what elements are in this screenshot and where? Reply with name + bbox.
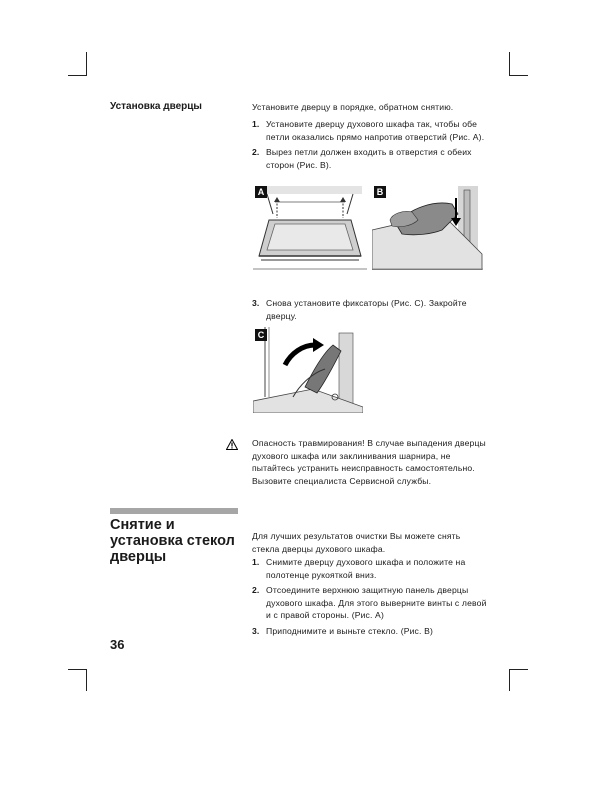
step-number: 2. [252, 585, 260, 596]
figure-label: A [255, 186, 267, 198]
crop-mark-top-right-v [509, 52, 510, 76]
step-text: Приподнимите и выньте стекло. (Рис. B) [266, 625, 433, 636]
glass-steps [252, 556, 492, 641]
title-line: дверцы [110, 549, 167, 565]
crop-mark-bottom-right-h [509, 669, 528, 670]
step-text: Снимите дверцу духового шкафа и положите на полотенце рукояткой вниз. [266, 557, 466, 580]
crop-mark-bottom-right-v [509, 669, 510, 691]
list-item [252, 297, 492, 322]
crop-mark-bottom-left-h [68, 669, 87, 670]
figure-a-illustration [253, 184, 367, 270]
figure-c-illustration [253, 327, 363, 413]
section2-intro: Для лучших результатов очистки Вы можете снять стекла дверцы духового шкафа. [252, 531, 461, 554]
step-number: 3. [252, 298, 260, 308]
section-divider-bar [110, 508, 238, 514]
figure-label: C [255, 329, 267, 341]
warning-triangle-icon [226, 437, 238, 448]
crop-mark-top-left-v [86, 52, 87, 76]
install-steps-1-2 [252, 118, 492, 174]
figure-c [253, 327, 363, 413]
warning-line: Вызовите специалиста Сервисной службы. [252, 475, 432, 486]
step-text: Отсоедините верхнюю защитную панель дверцы духового шкафа. Для этого выверните винты с левой и с правой стороны. (Рис. A) [266, 585, 487, 621]
page-number: 36 [110, 637, 125, 652]
step-number: 2. [252, 147, 260, 158]
figure-b [372, 184, 483, 270]
figure-b-illustration [372, 184, 483, 270]
warning-text [252, 437, 492, 487]
step-number: 1. [252, 119, 260, 129]
step-text: Установите дверцу духового шкафа так, чтобы обе петли оказались прямо напротив отверстий (Рис. A). [266, 119, 485, 142]
step-text: Вырез петли должен входить в отверстия с обеих сторон (Рис. B). [266, 147, 472, 170]
step-text: Снова установите фиксаторы (Рис. C). Закройте дверцу. [266, 298, 467, 321]
title-line: установка стекол [110, 533, 235, 549]
section-intro: Установите дверцу в порядке, обратном снятию. [252, 102, 454, 112]
figure-a [253, 184, 367, 270]
crop-mark-top-right-h [509, 75, 528, 76]
section-title: Установка дверцы [110, 101, 202, 112]
step-number: 3. [252, 625, 260, 636]
list-item [252, 146, 492, 171]
step-number: 1. [252, 557, 260, 567]
list-item [252, 625, 492, 638]
section2-title [110, 517, 235, 565]
list-item [252, 118, 492, 143]
list-item [252, 584, 492, 622]
install-step-3 [252, 297, 492, 325]
warning-line: Опасность травмирования! В случае выпадения дверцы духового шкафа или заклинивания шарнира, не пытайтесь устранить неисправность самостоятельно. [252, 438, 486, 474]
crop-mark-bottom-left-v [86, 669, 87, 691]
crop-mark-top-left-h [68, 75, 87, 76]
title-line: Снятие и [110, 517, 175, 533]
figure-label: B [374, 186, 386, 198]
list-item [252, 556, 492, 581]
